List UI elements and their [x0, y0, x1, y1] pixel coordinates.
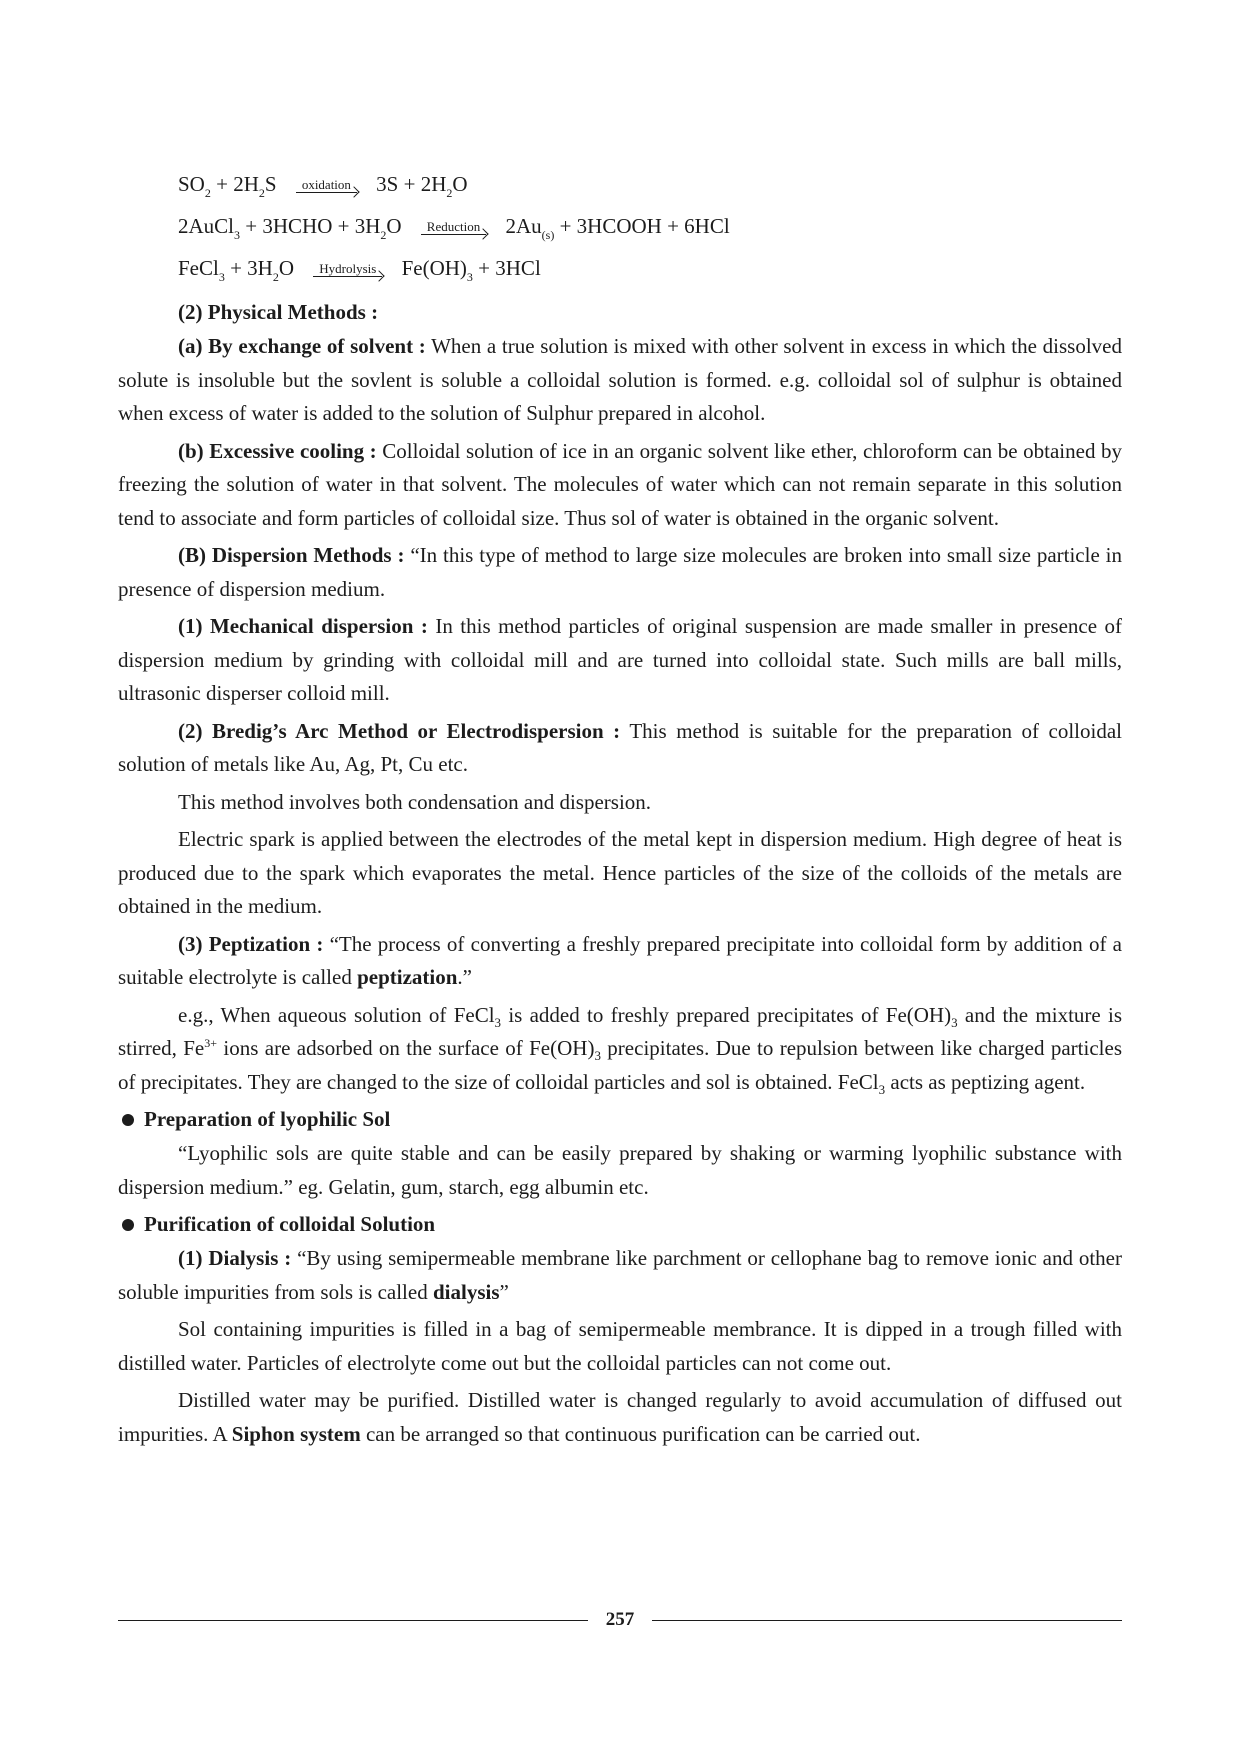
- equation-reduction: [178, 212, 1122, 240]
- reaction-arrow: [296, 178, 357, 193]
- eq-text: + 3HCHO + 3H: [240, 214, 381, 238]
- paragraph-peptization-example: [118, 999, 1122, 1100]
- page-footer: [118, 1606, 1122, 1636]
- bold-term: (B) Dispersion Methods :: [178, 543, 405, 567]
- eq-text: Fe(OH): [401, 256, 467, 280]
- eq-text: S: [264, 172, 277, 196]
- eq-subscript: 2: [272, 270, 279, 284]
- paragraph-text: Distilled water may be purified. Distilled water is changed regularly to avoid accumulation of diffused out impurities. A: [118, 1388, 1122, 1446]
- paragraph-dialysis: [118, 1242, 1122, 1309]
- bullet-icon: [122, 1219, 134, 1231]
- paragraph-text: can be arranged so that continuous purification can be carried out.: [360, 1421, 921, 1446]
- bold-term: (2) Bredig’s Arc Method or Electrodispersion :: [178, 718, 621, 743]
- equation-oxidation: [178, 170, 1122, 198]
- eq-subscript: 2: [446, 186, 453, 200]
- superscript: 3+: [204, 1036, 218, 1050]
- paragraph-text: In this method particles of original suspension are made smaller in presence of dispersion medium by grinding with colloidal mill and are turned into colloidal state. Such mills are ball mills, ultrasonic disperser colloid mill.: [118, 614, 1123, 705]
- eq-text: + 3HCl: [472, 256, 541, 280]
- eq-text: 2AuCl: [178, 214, 235, 238]
- paragraph-text: precipitates. Due to repulsion between like charged particles of precipitates. They are changed to the size of colloidal particles and sol is obtained. FeCl: [118, 1036, 1122, 1094]
- paragraph-exchange-of-solvent: [118, 330, 1122, 431]
- reaction-arrow: [313, 262, 382, 277]
- bold-term: (1) Mechanical dispersion :: [178, 614, 428, 638]
- bold-term: (a) By exchange of solvent :: [178, 334, 426, 358]
- subscript: 3: [594, 1048, 601, 1063]
- paragraph-text: acts as peptizing agent.: [885, 1069, 1086, 1094]
- paragraph-mechanical-dispersion: [118, 610, 1122, 711]
- page-number: 257: [605, 1609, 635, 1630]
- eq-text: O: [278, 256, 295, 280]
- eq-subscript: 3: [218, 270, 225, 284]
- eq-subscript: 2: [204, 186, 211, 200]
- page-content: [118, 170, 1122, 1455]
- paragraph-condensation-dispersion: This method involves both condensation and dispersion.: [178, 789, 652, 814]
- footer-rule-right: [652, 1620, 1122, 1621]
- eq-text: 2Au: [505, 214, 542, 238]
- eq-text: SO: [178, 172, 205, 196]
- eq-text: 3S + 2H: [376, 172, 447, 196]
- bold-term: (3) Peptization :: [178, 931, 324, 956]
- paragraph-sol-bag: Sol containing impurities is filled in a bag of semipermeable membrance. It is dipped in a trough filled with distilled water. Particles of electrolyte come out but the colloidal particles can not come out.: [118, 1317, 1122, 1375]
- arrow-label: Reduction: [426, 219, 481, 234]
- purification-heading: [118, 1208, 1122, 1240]
- eq-subscript: 3: [466, 270, 473, 284]
- eq-text: O: [386, 214, 402, 238]
- eq-text: + 3H: [224, 256, 273, 280]
- lyophilic-sol-heading: [118, 1103, 1122, 1135]
- paragraph-text: .”: [457, 965, 472, 989]
- heading-text: Purification of colloidal Solution: [144, 1212, 436, 1236]
- paragraph-text: “In this type of method to large size molecules are broken into small size particle in presence of dispersion medium.: [118, 543, 1122, 601]
- eq-text: O: [452, 172, 468, 196]
- paragraph-electric-spark: Electric spark is applied between the electrodes of the metal kept in dispersion medium. High degree of heat is produced due to the spark which evaporates the metal. Hence particles of the size of the colloids of the metals are obtained in the medium.: [118, 827, 1122, 918]
- eq-text: FeCl: [178, 256, 219, 280]
- equation-hydrolysis: [178, 254, 1122, 282]
- bullet-icon: [122, 1114, 134, 1126]
- paragraph-text: and the mixture is stirred, Fe: [118, 1002, 1122, 1060]
- paragraph-peptization: [118, 928, 1122, 995]
- eq-subscript: 2: [258, 186, 265, 200]
- arrow-label: Hydrolysis: [319, 261, 377, 276]
- bold-term: peptization: [357, 965, 458, 989]
- paragraph-text: When a true solution is mixed with other solvent in excess in which the dissolved solute is insoluble but the sovlent is soluble a colloidal solution is formed. e.g. colloidal sol of sulphur is obtained when excess of water is added to the solution of Sulphur prepared in alcohol.: [118, 334, 1122, 425]
- eq-subscript: (s): [541, 228, 555, 242]
- arrow-label: oxidation: [301, 177, 351, 192]
- paragraph-text: is added to freshly prepared precipitates of Fe(OH): [501, 1002, 952, 1027]
- eq-text: + 2H: [210, 172, 259, 196]
- paragraph-text: This method is suitable for the preparation of colloidal solution of metals like Au, Ag, Pt, Cu etc.: [118, 718, 1122, 776]
- paragraph-bredig-arc: [118, 715, 1122, 782]
- heading-text: Preparation of lyophilic Sol: [144, 1107, 391, 1131]
- bold-term: (1) Dialysis :: [178, 1246, 292, 1270]
- paragraph-text: ”: [499, 1279, 509, 1304]
- paragraph-dispersion-methods: [118, 539, 1122, 606]
- physical-methods-heading: (2) Physical Methods :: [178, 300, 379, 324]
- eq-subscript: 3: [234, 228, 241, 242]
- bold-term: (b) Excessive cooling :: [178, 438, 377, 463]
- paragraph-text: “By using semipermeable membrane like parchment or cellophane bag to remove ionic and other soluble impurities from sols is called: [118, 1246, 1122, 1304]
- paragraph-text: ions are adsorbed on the surface of Fe(OH): [217, 1036, 595, 1060]
- subscript: 3: [951, 1014, 958, 1030]
- subscript: 3: [878, 1081, 886, 1097]
- paragraph-text: “The process of converting a freshly prepared precipitate into colloidal form by addition of a suitable electrolyte is called: [118, 931, 1122, 989]
- eq-subscript: 2: [380, 228, 387, 242]
- subscript: 3: [494, 1014, 502, 1030]
- bold-term: dialysis: [432, 1279, 500, 1304]
- bold-term: Siphon system: [231, 1421, 361, 1446]
- paragraph-text: Colloidal solution of ice in an organic solvent like ether, chloroform can be obtained by freezing the solution of water in that solvent. The molecules of water which can not remain separate in this solution tend to associate and form particles of colloidal size. Thus sol of water is obtained in the organic solvent.: [118, 438, 1123, 530]
- reaction-arrow: [421, 220, 486, 235]
- paragraph-siphon-system: [118, 1384, 1122, 1451]
- paragraph-text: e.g., When aqueous solution of FeCl: [178, 1002, 495, 1027]
- paragraph-lyophilic-sols: “Lyophilic sols are quite stable and can be easily prepared by shaking or warming lyophilic substance with dispersion medium.” eg. Gelatin, gum, starch, egg albumin etc.: [118, 1141, 1122, 1199]
- eq-text: + 3HCOOH + 6HCl: [554, 214, 730, 238]
- paragraph-excessive-cooling: [118, 435, 1122, 536]
